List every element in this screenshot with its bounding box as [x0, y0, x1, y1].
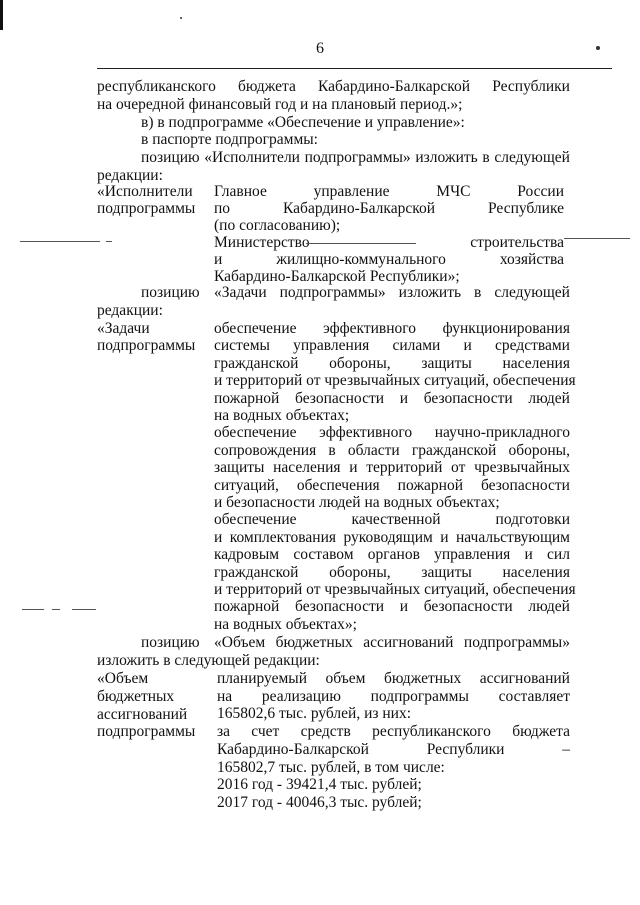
position-value-line: и комплектования руководящим и начальствующим: [214, 528, 570, 546]
position-value-line: обеспечение эффективного функционирования: [214, 320, 570, 337]
position-value-line: за счет средств республиканского бюджета: [217, 723, 570, 741]
position-value-line: на водных объектах»;: [214, 615, 357, 633]
scan-artifact-line: [52, 609, 60, 610]
position-value-line: кадровым составом органов управления и сил: [214, 546, 570, 564]
position-label: подпрограммы: [97, 723, 196, 740]
position-value-line: Министерство строительства: [214, 234, 564, 251]
scan-artifact-line: [22, 609, 44, 610]
position-value-line: ситуаций, обеспечения пожарной безопасности: [214, 476, 570, 494]
text-line: позицию: [141, 284, 200, 301]
position-value-line: 2017 год - 40046,3 тыс. рублей;: [217, 793, 422, 811]
text-line: в паспорте подпрограммы:: [141, 131, 318, 148]
position-value-line: сопровождения в области гражданской обороны,: [214, 441, 570, 459]
position-value-line: 2016 год - 39421,4 тыс. рублей;: [217, 776, 422, 794]
position-value-line: 165802,7 тыс. рублей, в том числе:: [217, 758, 445, 776]
position-value-line: системы управления силами и средствами: [214, 337, 570, 355]
position-value-line: защиты населения и территорий от чрезвычайных: [214, 459, 570, 477]
page-number: 6: [316, 40, 324, 57]
position-label: подпрограммы: [97, 337, 196, 354]
position-value-line: по Кабардино-Балкарской Республике: [214, 200, 564, 217]
position-value-line: пожарной безопасности и безопасности людей: [214, 389, 570, 407]
text-line: изложить в следующей редакции:: [97, 652, 320, 669]
header-rule: [97, 68, 612, 69]
position-value-line: Кабардино-Балкарской Республики»;: [214, 268, 460, 285]
scan-artifact-line: [306, 243, 416, 244]
position-value-line: Кабардино-Балкарской Республики –: [217, 740, 570, 758]
scan-artifact-line: [20, 241, 100, 242]
text-line: редакции:: [97, 302, 163, 319]
text-line: на очередной финансовый год и на плановый период.»;: [97, 96, 463, 113]
position-value-line: Главное управление МЧС России: [214, 183, 564, 200]
position-label: ассигнований: [97, 706, 188, 723]
scan-artifact-line: [564, 238, 630, 239]
position-value-line: пожарной безопасности и безопасности людей: [214, 598, 570, 616]
position-value-line: и безопасности людей на водных объектах;: [214, 494, 500, 511]
text-line: республиканского бюджета Кабардино-Балкарской Республики: [97, 78, 570, 95]
position-value-line: на реализацию подпрограммы составляет: [217, 687, 570, 705]
position-value-line: и территорий от чрезвычайных ситуаций, обеспечения: [214, 581, 576, 598]
position-label: подпрограммы: [97, 200, 196, 217]
position-label: «Объем: [97, 670, 149, 687]
position-label: бюджетных: [97, 688, 175, 705]
text-line: позицию «Исполнители подпрограммы» изложить в следующей: [141, 149, 570, 166]
position-value-line: (по согласованию);: [214, 217, 341, 234]
text-line: позицию: [141, 634, 200, 651]
position-value-line: гражданской обороны, защиты населения: [214, 563, 570, 581]
scan-artifact-line: [72, 609, 96, 610]
scan-edge-mark: [0, 0, 3, 30]
scan-speck: [180, 17, 182, 19]
text-line: в) в подпрограмме «Обеспечение и управление»:: [141, 114, 465, 131]
text-line: «Объем бюджетных ассигнований подпрограммы»: [214, 634, 570, 651]
text-line: «Задачи подпрограммы» изложить в следующей: [214, 284, 570, 301]
position-value-line: и территорий от чрезвычайных ситуаций, обеспечения: [214, 372, 576, 390]
position-value-line: и жилищно-коммунального хозяйства: [214, 251, 564, 268]
position-value-line: на водных объектах;: [214, 407, 350, 424]
position-value-line: планируемый объем бюджетных ассигнований: [217, 670, 570, 687]
position-value-line: обеспечение качественной подготовки: [214, 511, 570, 529]
text-line: редакции:: [97, 167, 163, 184]
position-label: «Исполнители: [97, 183, 193, 200]
position-value-line: 165802,6 тыс. рублей, из них:: [217, 705, 412, 723]
scan-artifact-line: [106, 241, 112, 242]
position-label: «Задачи: [97, 320, 150, 337]
position-value-line: обеспечение эффективного научно-прикладного: [214, 424, 570, 442]
position-value-line: гражданской обороны, защиты населения: [214, 354, 570, 372]
